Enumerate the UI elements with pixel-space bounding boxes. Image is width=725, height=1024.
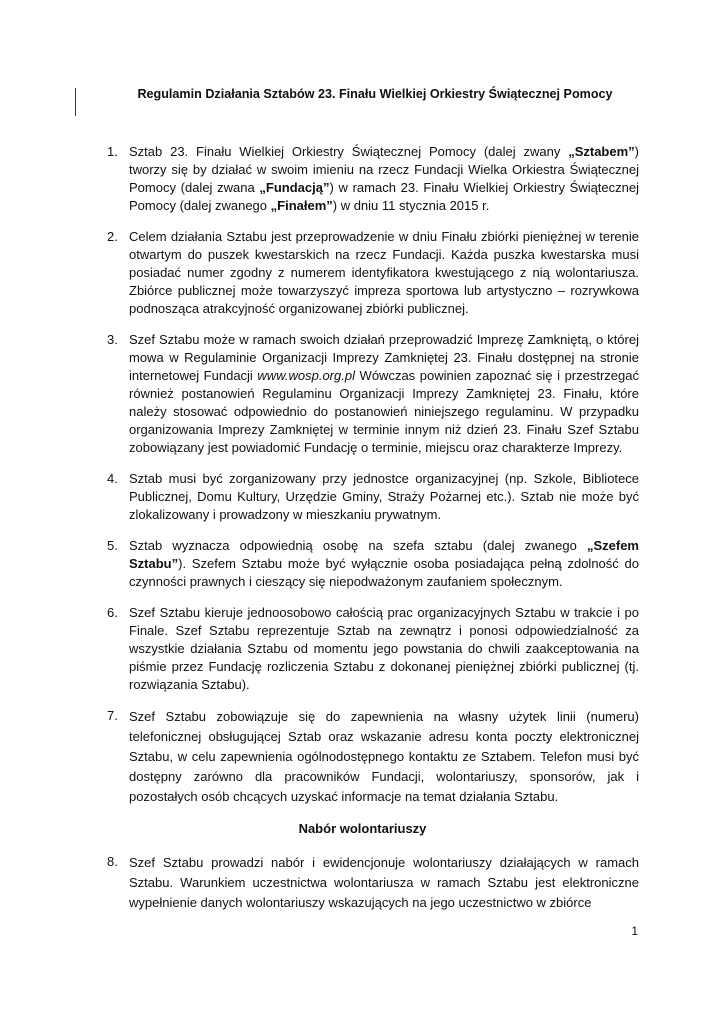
item-number: 8. [107,854,118,869]
item-text: Sztab wyznacza odpowiednią osobę na szefa sztabu (dalej zwanego „Szefem Sztabu”). Szefem Sztabu może być wyłącznie osoba posiadająca pełną zdolność do czynności prawnych i cieszący się niepodważonym zaufaniem społecznym. [129,538,639,589]
item-number: 5. [107,538,118,553]
item-text: Szef Sztabu może w ramach swoich działań przeprowadzić Imprezę Zamkniętą, o której mowa w Regulaminie Organizacji Imprezy Zamkniętej 23. Finału dostępnej na stronie internetowej Fundacji www.wosp.org.pl Wówczas powinien zapoznać się i przestrzegać również postanowień Regulaminu Organizacji Imprezy Zamkniętej 23. Finału, które należy stosować odpowiednio do postanowień niniejszego regulaminu. W przypadku organizowania Imprezy Zamkniętej w terminie innym niż dzień 23. Finału Szef Sztabu zobowiązany jest powiadomić Fundację o terminie, miejscu oraz charakterze Imprezy. [129,332,639,455]
list-item-6 [0,604,639,694]
item-number: 6. [107,605,118,620]
rules-list [0,143,725,926]
item-text: Szef Sztabu kieruje jednoosobowo całością prac organizacyjnych Sztabu w trakcie i po Finale. Szef Sztabu reprezentuje Sztab na zewnątrz i ponosi odpowiedzialność za wszystkie działania Sztabu od momentu jego powstania do chwili zaakceptowania na piśmie przez Fundację rozliczenia Sztabu z dokonanej pieniężnej zbiórki publicznej (tj. rozwiązania Sztabu). [129,605,639,692]
website-link[interactable]: www.wosp.org.pl [257,368,355,383]
list-item-2 [0,228,639,318]
item-text: Celem działania Sztabu jest przeprowadzenie w dniu Finału zbiórki pieniężnej w terenie otwartym do puszek kwestarskich na rzecz Fundacji. Każda puszka kwestarska musi posiadać numer zgodny z numerem identyfikatora kwestującego z nią wolontariusza. Zbiórce publicznej może towarzyszyć impreza sportowa lub artystyczno – rozrywkowa podnosząca atrakcyjność organizowanej zbiórki publicznej. [129,229,639,316]
item-text: Szef Sztabu zobowiązuje się do zapewnienia na własny użytek linii (numeru) telefonicznej obsługującej Sztab oraz wskazanie adresu konta poczty elektronicznej Sztabu, w celu zapewnienia ogólnodostępnego kontaktu ze Sztabem. Telefon musi być dostępny zarówno dla pracowników Fundacji, wolontariuszy, sponsorów, jak i pozostałych osób chcących uzyskać informacje na temat działania Sztabu. [129,709,639,804]
item-text: Sztab 23. Finału Wielkiej Orkiestry Świątecznej Pomocy (dalej zwany „Sztabem”) tworzy się by działać w swoim imieniu na rzecz Fundacji Wielka Orkiestra Świątecznej Pomocy (dalej zwana „Fundacją”) w ramach 23. Finału Wielkiej Orkiestry Świątecznej Pomocy (dalej zwanego „Finałem”) w dniu 11 stycznia 2015 r. [129,144,639,213]
list-item-7 [0,707,639,807]
item-number: 4. [107,471,118,486]
section-heading: Nabór wolontariuszy [298,821,427,836]
document-title: Regulamin Działania Sztabów 23. Finału Wielkiej Orkiestry Świątecznej Pomocy [137,87,613,101]
list-item-4 [0,470,639,524]
margin-change-bar [75,88,76,116]
list-item-8 [0,853,639,913]
page-number: 1 [631,924,638,938]
item-text: Sztab musi być zorganizowany przy jednostce organizacyjnej (np. Szkole, Bibliotece Publicznej, Domu Kultury, Urzędzie Gminy, Straży Pożarnej etc.). Sztab nie może być zlokalizowany i prowadzony w mieszkaniu prywatnym. [129,471,639,522]
item-number: 1. [107,144,118,159]
list-item-5 [0,537,639,591]
list-item-1 [0,143,639,215]
list-item-3 [0,331,639,457]
item-number: 2. [107,229,118,244]
item-text: Szef Sztabu prowadzi nabór i ewidencjonuje wolontariuszy działających w ramach Sztabu. Warunkiem uczestnictwa wolontariusza w ramach Sztabu jest elektroniczne wypełnienie danych wolontariuszy wskazujących na jego uczestnictwo w zbiórce [129,855,639,910]
item-number: 3. [107,332,118,347]
item-number: 7. [107,708,118,723]
